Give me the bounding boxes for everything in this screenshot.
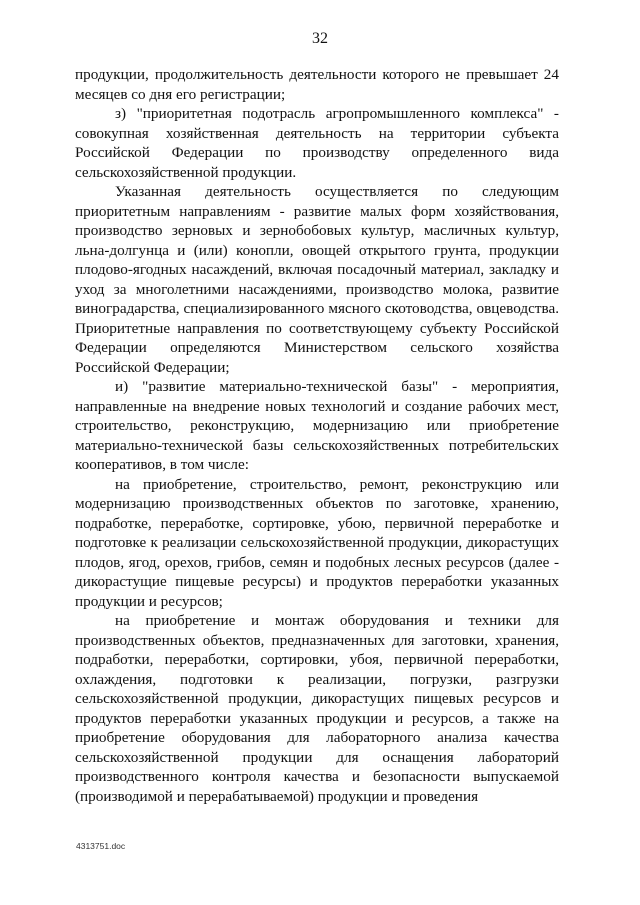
paragraph-equipment: на приобретение и монтаж оборудования и техники для производственных объектов, предназначенных для заготовки, хранения, подработки, переработки, сортировки, убоя, первичной переработки, охлаждения, подготовки к реализации, погрузки, разгрузки сельскохозяйственной продукции, дикорастущих пищевых ресурсов и продуктов переработки указанных продукции и ресурсов, а также на приобретение оборудования для лабораторного анализа качества сельскохозяйственной продукции для оснащения лабораторий производственного контроля качества и безопасности выпускаемой (производимой и перерабатываемой) продукции и проведения [75, 612, 559, 805]
paragraph-material-base: и) "развитие материально-технической базы" - мероприятия, направленные на внедрение новых технологий и создание рабочих мест, строительство, реконструкцию, модернизацию или приобретение материально-технической базы сельскохозяйственных потребительских кооперативов, в том числе: [75, 378, 559, 473]
paragraph-continuation: продукции, продолжительность деятельности которого не превышает 24 месяцев со дня его регистрации; [75, 66, 559, 103]
paragraph-construction: на приобретение, строительство, ремонт, реконструкцию или модернизацию производственных объектов по заготовке, хранению, подработке, переработке, сортировке, убою, первичной переработке и подготовке к реализации сельскохозяйственной продукции, дикорастущих плодов, ягод, орехов, грибов, семян и подобных лесных ресурсов (далее - дикорастущие пищевые ресурсы) и продуктов переработки указанных продукции и ресурсов; [75, 475, 559, 610]
document-body [75, 65, 559, 806]
paragraph-priority-subsector: з) "приоритетная подотрасль агропромышленного комплекса" - совокупная хозяйственная деятельность на территории субъекта Российской Федерации по производству определенного вида сельскохозяйственной продукции. [75, 105, 559, 181]
document-code: 4313751.doc [76, 841, 126, 851]
page-number: 32 [312, 30, 328, 47]
paragraph-priority-directions: Указанная деятельность осуществляется по следующим приоритетным направлениям - развитие малых форм хозяйствования, производство зерновых и зернобобовых культур, масличных культур, льна-долгунца и (или) конопли, овощей открытого грунта, продукции плодово-ягодных насаждений, включая посадочный материал, закладку и уход за многолетними насаждениями, производство молока, развитие виноградарства, специализированного мясного скотоводства, овцеводства. Приоритетные направления по соответствующему субъекту Российской Федерации определяются Министерством сельского хозяйства Российской Федерации; [75, 183, 559, 376]
